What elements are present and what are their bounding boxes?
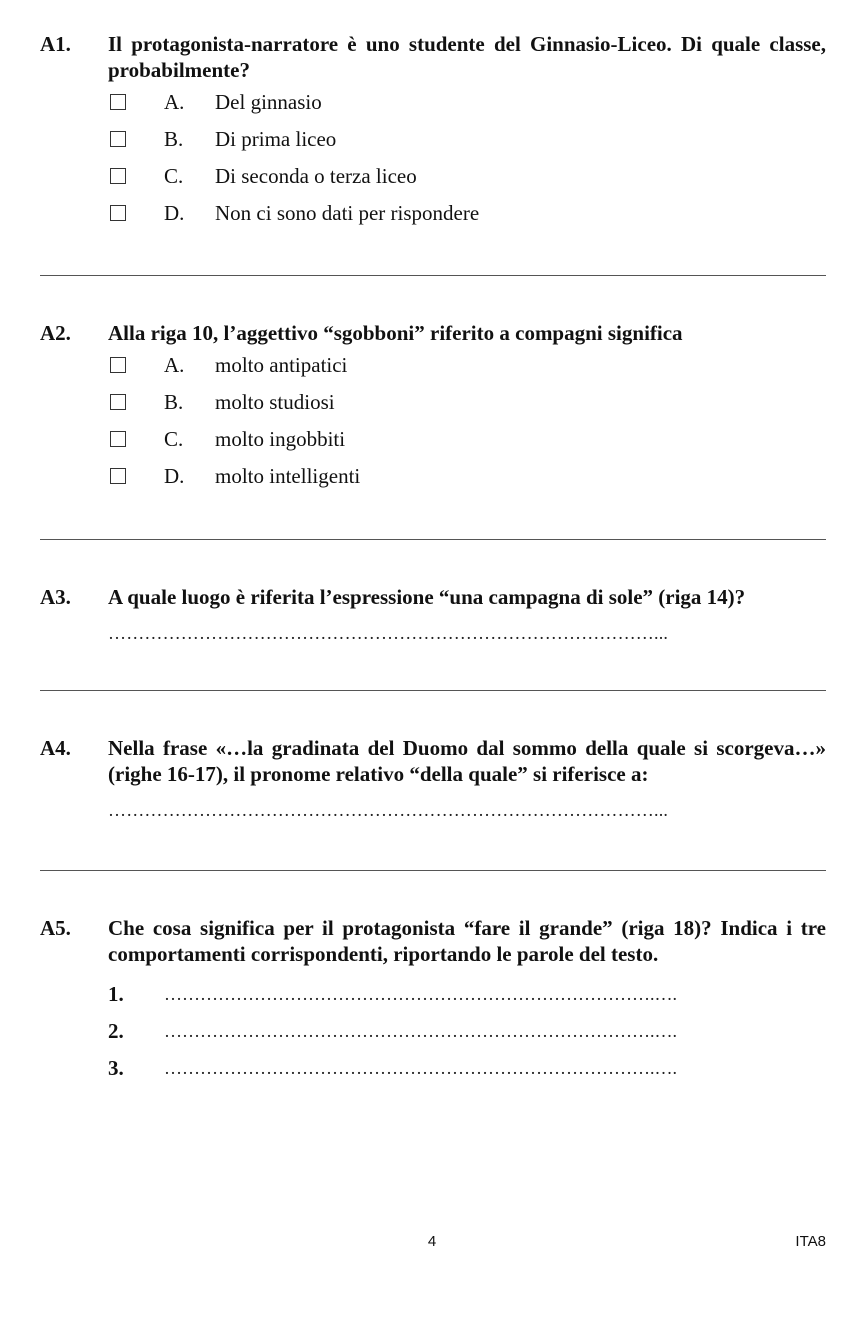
answer-number: 1. xyxy=(108,982,124,1006)
checkbox[interactable] xyxy=(110,94,126,110)
answer-number: 2. xyxy=(108,1019,124,1043)
question-number: A3. xyxy=(40,585,71,609)
question-text: Alla riga 10, l’aggettivo “sgobboni” riferito a compagni significa xyxy=(108,321,683,345)
answer-line[interactable]: ……………………………………………………………………….…. xyxy=(164,984,677,1004)
question-number: A4. xyxy=(40,736,71,760)
option-text: Di seconda o terza liceo xyxy=(215,164,417,188)
question-a3 xyxy=(40,584,826,644)
option-c xyxy=(108,426,826,463)
option-letter: D. xyxy=(164,201,185,225)
answer-line[interactable]: ……………………………………………………………………….…. xyxy=(164,1058,677,1078)
divider xyxy=(40,539,826,540)
answer-line[interactable]: ……………………………………………………………………….…. xyxy=(164,1021,677,1041)
option-letter: C. xyxy=(164,164,184,188)
option-text: molto studiosi xyxy=(215,390,335,414)
answer-row-2 xyxy=(108,1018,826,1055)
checkbox[interactable] xyxy=(110,205,126,221)
option-d xyxy=(108,463,826,500)
checkbox[interactable] xyxy=(110,431,126,447)
option-letter: C. xyxy=(164,427,184,451)
option-text: Non ci sono dati per rispondere xyxy=(215,201,480,225)
question-text: Nella frase «…la gradinata del Duomo dal sommo della quale si scorgeva…» (righe 16-17), il pronome relativo “della quale” si riferisce a: xyxy=(108,736,826,786)
question-a4 xyxy=(40,735,826,821)
answer-line[interactable]: ………………………………………………………………………………... xyxy=(108,623,669,643)
checkbox[interactable] xyxy=(110,168,126,184)
question-a1 xyxy=(40,31,826,237)
answer-line[interactable]: ………………………………………………………………………………... xyxy=(108,800,669,820)
document-code: ITA8 xyxy=(795,1233,826,1250)
question-text: A quale luogo è riferita l’espressione “una campagna di sole” (riga 14)? xyxy=(108,585,746,609)
question-a2 xyxy=(40,320,826,500)
option-a xyxy=(108,89,826,126)
answer-row-1 xyxy=(108,981,826,1018)
answer-list xyxy=(40,981,826,1092)
option-letter: D. xyxy=(164,464,185,488)
checkbox[interactable] xyxy=(110,131,126,147)
option-text: molto antipatici xyxy=(215,353,348,377)
checkbox[interactable] xyxy=(110,468,126,484)
question-text: Che cosa significa per il protagonista “fare il grande” (riga 18)? Indica i tre comportamenti corrispondenti, riportando le parole del testo. xyxy=(108,916,826,966)
divider xyxy=(40,275,826,276)
option-a xyxy=(108,352,826,389)
option-text: molto ingobbiti xyxy=(215,427,346,451)
question-text: Il protagonista-narratore è uno studente del Ginnasio-Liceo. Di quale classe, probabilmente? xyxy=(108,32,826,82)
option-b xyxy=(108,389,826,426)
divider xyxy=(40,870,826,871)
option-letter: B. xyxy=(164,390,184,414)
options-list xyxy=(108,89,826,237)
answer-number: 3. xyxy=(108,1056,124,1080)
question-number: A5. xyxy=(40,916,71,940)
options-list xyxy=(108,352,826,500)
option-b xyxy=(108,126,826,163)
option-text: Di prima liceo xyxy=(215,127,337,151)
option-text: Del ginnasio xyxy=(215,90,322,114)
option-letter: A. xyxy=(164,90,185,114)
question-a5 xyxy=(40,915,826,1092)
question-number: A1. xyxy=(40,32,71,56)
option-c xyxy=(108,163,826,200)
option-letter: A. xyxy=(164,353,185,377)
checkbox[interactable] xyxy=(110,357,126,373)
page-number: 4 xyxy=(427,1233,437,1250)
checkbox[interactable] xyxy=(110,394,126,410)
answer-row-3 xyxy=(108,1055,826,1092)
question-number: A2. xyxy=(40,321,71,345)
option-text: molto intelligenti xyxy=(215,464,361,488)
option-letter: B. xyxy=(164,127,184,151)
option-d xyxy=(108,200,826,237)
divider xyxy=(40,690,826,691)
